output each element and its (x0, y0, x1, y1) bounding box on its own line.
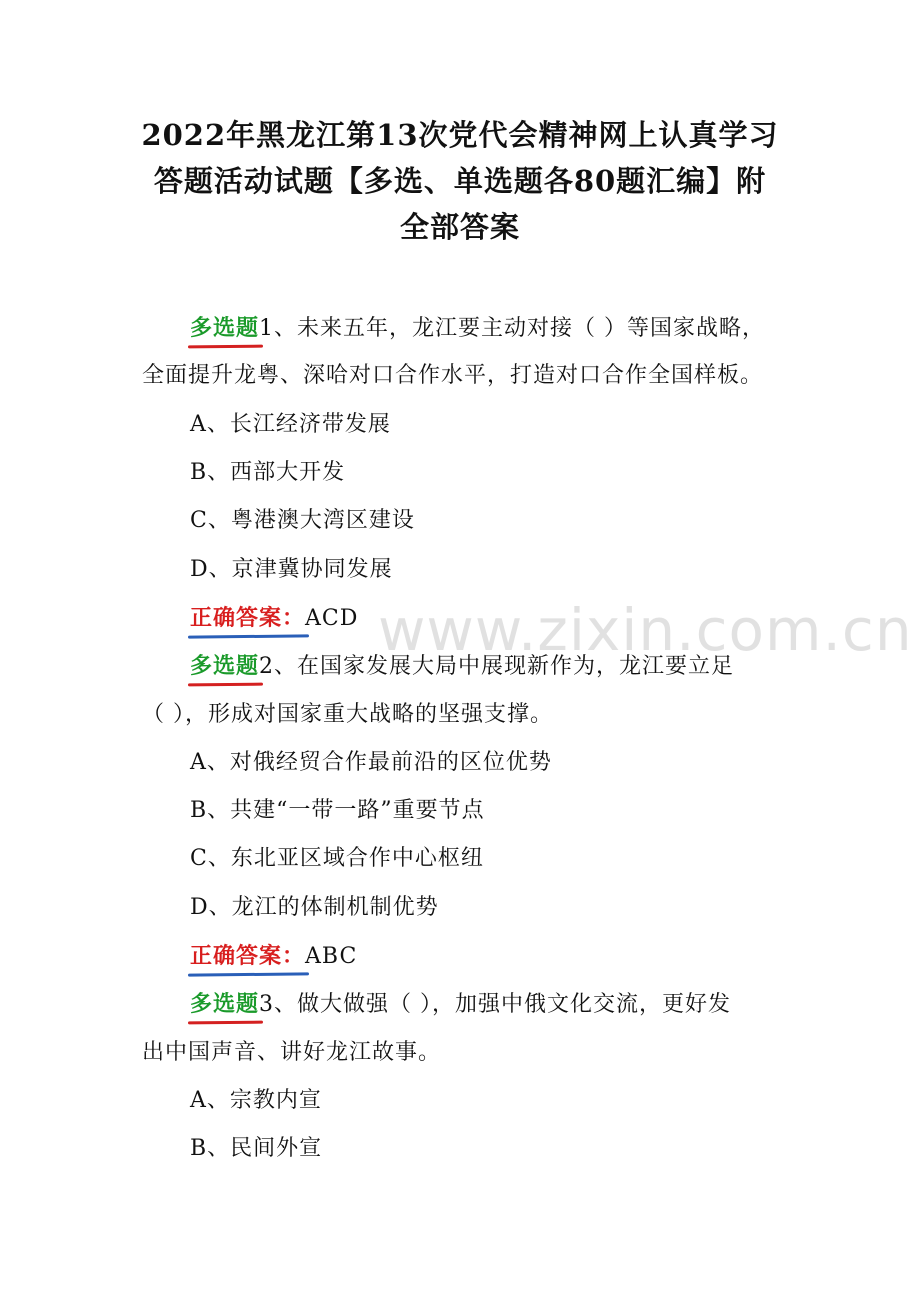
question-1-option-c: C、粤港澳大湾区建设 (190, 508, 415, 533)
question-1-option-a: A、长江经济带发展 (190, 412, 391, 437)
answer-tag: 正确答案： (190, 605, 306, 631)
question-1-stem-text: 1、未来五年，龙江要主动对接（ ）等国家战略， (259, 316, 766, 341)
question-2-answer (190, 941, 357, 972)
site-watermark: www.zixin.com.cn (378, 596, 913, 664)
multi-choice-tag: 多选题 (190, 315, 260, 341)
title-line-2: 答题活动试题【多选、单选题各80题汇编】附 (153, 164, 767, 198)
question-3-stem-line-1 (190, 989, 731, 1020)
question-3-option-b: B、民间外宣 (190, 1136, 323, 1161)
question-2-option-c: C、东北亚区域合作中心枢纽 (190, 846, 484, 871)
question-2-option-b: B、共建“一带一路”重要节点 (190, 798, 485, 823)
question-1-stem-line-1 (190, 313, 765, 344)
question-1-option-b: B、西部大开发 (190, 460, 346, 485)
question-2-stem-line-2: （ ），形成对国家重大战略的坚强支撑。 (142, 702, 553, 727)
title-line-1: 2022年黑龙江第13次党代会精神网上认真学习 (141, 118, 779, 152)
answer-tag: 正确答案： (190, 943, 306, 969)
question-1-answer-value: ACD (305, 606, 359, 631)
multi-choice-tag: 多选题 (190, 991, 260, 1017)
question-1-stem-line-2: 全面提升龙粤、深哈对口合作水平，打造对口合作全国样板。 (142, 363, 764, 388)
question-1-option-d: D、京津冀协同发展 (190, 557, 393, 582)
question-2-stem-text: 2、在国家发展大局中展现新作为，龙江要立足 (259, 654, 735, 679)
question-1-answer (190, 603, 358, 634)
title-line-3: 全部答案 (399, 210, 520, 244)
question-3-stem-text: 3、做大做强（ ），加强中俄文化交流，更好发 (259, 992, 732, 1017)
question-2-option-d: D、龙江的体制机制优势 (190, 895, 439, 920)
question-3-option-a: A、宗教内宣 (190, 1088, 322, 1113)
question-2-option-a: A、对俄经贸合作最前沿的区位优势 (190, 750, 552, 775)
question-3-stem-line-2: 出中国声音、讲好龙江故事。 (142, 1040, 442, 1065)
question-2-answer-value: ABC (305, 944, 358, 969)
multi-choice-tag: 多选题 (190, 653, 260, 679)
